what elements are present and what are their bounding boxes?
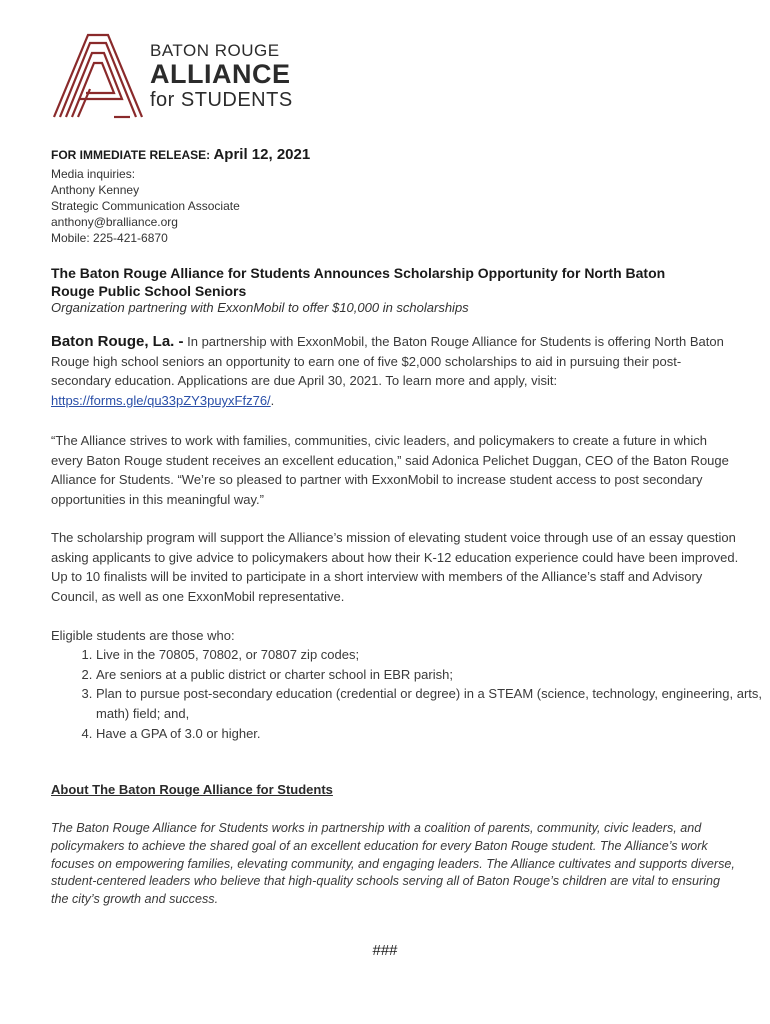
list-item: 3. Plan to pursue post-secondary education (credential or degree) in a STEAM (science, technology, engineering, arts, math) field; and, [96, 684, 770, 723]
intro-text: In partnership with ExxonMobil, the Baton Rouge Alliance for Students is offering North Baton Rouge high school seniors an opportunity to earn one of five $2,000 scholarships to aid in pursuing their post-secondary education. Applications are due April 30, 2021. To learn more and apply, visit: [51, 334, 724, 389]
logo-wordmark [150, 41, 293, 112]
logo-line-1: BATON ROUGE [150, 41, 280, 60]
logo-line-3: for STUDENTS [150, 89, 293, 111]
paragraph-intro [51, 332, 741, 411]
logo [52, 33, 312, 123]
application-link[interactable]: https://forms.gle/qu33pZY3puyxFfz76/ [51, 393, 271, 409]
alliance-logo-mark-icon [52, 33, 144, 123]
release-line [51, 146, 310, 163]
intro-end: . [270, 393, 275, 409]
list-item: 1. Live in the 70805, 70802, or 70807 zip codes; [96, 645, 770, 665]
release-label: FOR IMMEDIATE RELEASE: [51, 148, 211, 162]
eligibility-list [51, 645, 770, 744]
paragraph-quote: “The Alliance strives to work with families, communities, civic leaders, and policymakers to create a future in which every Baton Rouge student receives an excellent education,” said Adonica Pelichet Duggan, CEO of the Baton Rouge Alliance for Students. “We’re so pleased to partner with ExxonMobil to increase student access to post secondary opportunities in this meaningful way.” [51, 433, 729, 508]
headline: The Baton Rouge Alliance for Students Announces Scholarship Opportunity for North Baton Rouge Public School Seniors [51, 265, 666, 299]
contact-title: Strategic Communication Associate [51, 199, 240, 213]
release-date: April 12, 2021 [213, 146, 311, 163]
about-heading: About The Baton Rouge Alliance for Students [51, 782, 333, 797]
paragraph-program: The scholarship program will support the Alliance’s mission of elevating student voice through use of an essay question asking applicants to give advice to policymakers about how their K-12 education experience could have been improved. Up to 10 finalists will be invited to participate in a short interview with members of the Alliance’s staff and Advisory Council, as well as one ExxonMobil representative. [51, 530, 739, 605]
eligibility-intro: Eligible students are those who: [51, 628, 235, 643]
list-item: 4. Have a GPA of 3.0 or higher. [96, 724, 770, 744]
logo-line-2: ALLIANCE [150, 59, 291, 89]
media-contact [51, 166, 240, 246]
about-body: The Baton Rouge Alliance for Students works in partnership with a coalition of parents, community, civic leaders, and policymakers to achieve the shared goal of an excellent education for every Baton Rouge student. The Alliance’s work focuses on empowering families, elevating community, and engaging leaders. The Alliance cultivates and supports diverse, student-centered leaders who believe that high-quality schools serving all of Baton Rouge’s children are vital to ensuring the city’s growth and success. [51, 821, 735, 907]
contact-email[interactable]: anthony@bralliance.org [51, 215, 178, 229]
contact-mobile: Mobile: 225-421-6870 [51, 231, 168, 245]
dateline: Baton Rouge, La. - [51, 333, 184, 350]
end-mark: ### [372, 942, 398, 959]
contact-name: Anthony Kenney [51, 183, 140, 197]
subheadline: Organization partnering with ExxonMobil to offer $10,000 in scholarships [51, 300, 469, 315]
media-label: Media inquiries: [51, 167, 136, 181]
list-item: 2. Are seniors at a public district or charter school in EBR parish; [96, 665, 770, 685]
